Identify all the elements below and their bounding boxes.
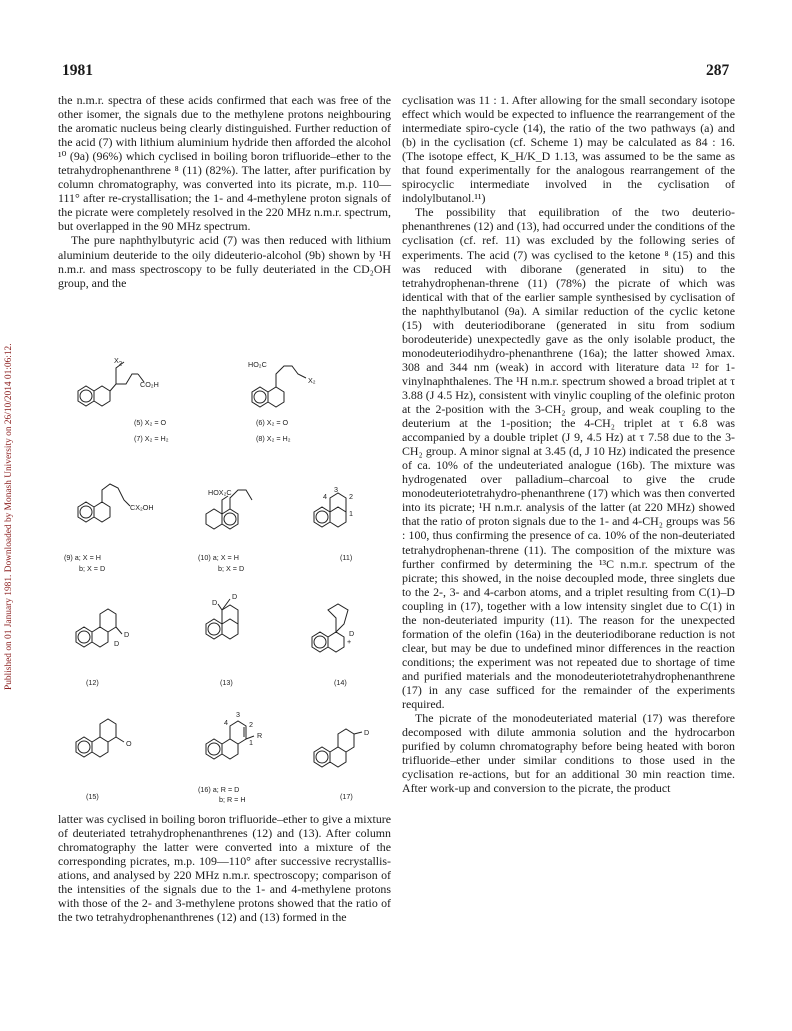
locant-3: 3 <box>236 710 240 719</box>
label-5: (5) X₂ = O <box>134 418 167 427</box>
structure-17 <box>314 729 362 767</box>
structure-15 <box>76 719 124 757</box>
structure-6-8 <box>252 366 306 407</box>
hox2c-label: HOX₂C <box>208 488 232 497</box>
deuterium-label: D <box>349 629 355 638</box>
locant-2: 2 <box>349 492 353 501</box>
oxygen-label: O <box>126 739 132 748</box>
label-11: (11) <box>340 553 353 562</box>
label-16: (16) a; R = D <box>198 785 240 794</box>
paragraph: the n.m.r. spectra of these acids confirmed that each was free of the other isomer, the signals due to the methylene protons neighbouring the aromatic nucleus being clearly distinguished. Further reduction of the acid (7) with lithium aluminium hydride then afforded the alcohol ¹⁰ (9a) (96%) which cyclised in boiling boron trifluoride–ether to the tetrahydrophenanthrene ⁸ (11) (82%). The latter, after purification by column chromatography, was converted into its picrate, m.p. 110—111° after re-crystallisation; the 1- and 4-methylene proton signals of the picrate were completely resolved in the 220 MHz n.m.r. spectrum, but overlapped in the 90 MHz spectrum. <box>58 93 391 234</box>
left-column-top <box>58 93 391 290</box>
label-7: (7) X₂ = H₂ <box>134 434 169 443</box>
r-label: R <box>257 731 263 740</box>
x2-label: $X_2$ <box>114 356 123 368</box>
deuterium-label: D <box>114 639 120 648</box>
label-10b: b; X = D <box>218 564 245 573</box>
paragraph: The picrate of the monodeuteriated material (17) was therefore decomposed with dilute ammonia solution and the hydrocarbon purified by column chromatography before being heated with boron trifluoride–ether under similar conditions to those used in the cyclisation re-actions, but for an additional 30 min reaction time. After work-up and conversion to the picrate, the product <box>402 711 735 796</box>
structure-5-7 <box>78 362 144 406</box>
locant-4: 4 <box>224 718 228 727</box>
label-14: (14) <box>334 678 347 687</box>
sidebar-text: Published on 01 January 1981. Downloaded by Monash University on 26/10/2014 01:06:12. <box>4 343 14 690</box>
label-6: (6) X₂ = O <box>256 418 289 427</box>
label-9b: b; X = D <box>79 564 106 573</box>
cx2oh-label: CX₂OH <box>130 503 154 512</box>
download-sidebar-watermark <box>2 170 16 690</box>
structure-14 <box>312 604 348 652</box>
label-10: (10) a; X = H <box>198 553 239 562</box>
locant-1: 1 <box>349 509 353 518</box>
locant-2: 2 <box>249 720 253 729</box>
right-column <box>402 93 735 795</box>
locant-1: 1 <box>249 738 253 747</box>
left-column-bottom <box>58 812 391 924</box>
structure-9 <box>78 484 130 522</box>
x2-label-6: X₂ <box>308 376 316 385</box>
deuterium-label: D <box>212 598 218 607</box>
plus-label: + <box>347 637 352 646</box>
structure-11 <box>314 493 346 527</box>
deuterium-label: D <box>124 630 130 639</box>
paragraph: cyclisation was 11 : 1. After allowing for the small secondary isotope effect which would be expected to influence the rearrangement of the intermediate spiro-cycle (14), the ratio of the two pathways (a) and (b) in the cyclisation (cf. Scheme 1) may be calculated as 84 : 16. (The isotope effect, K_H/K_D 1.13, was assumed to be the same as that found experimentally for the analogous rearrangement of the spirocyclic intermediate involved in the cyclisation of indolylbutanol.¹¹) <box>402 93 735 206</box>
label-16b: b; R = H <box>219 795 246 804</box>
structure-13 <box>206 599 238 639</box>
paragraph: The possibility that equilibration of the two deuterio-phenanthrenes (12) and (13), had occurred under the conditions of the cyclisation (cf. ref. 11) was excluded by the following series of experiments. The acid (7) was cyclised to the ketone ⁸ (15) and this was reduced with diborane (generated in situ) to the tetrahydrophenan-threne (11) (78%) the picrate of which was identical with that of the earlier sample synthesised by cyclisation of the naphthylbutanol (9a). A similar reduction of the cyclic ketone (15) with deuteriodiborane (generated in situ from sodium borodeuteride) unexpectedly gave as the only isolable product, the monodeuteriodihydro-phenanthrene (16a); the latter showed λmax. 308 and 344 nm (weak) in accord with literature data ¹² for 1-vinylnaphthalenes. The ¹H n.m.r. spectrum showed a broad triplet at τ 3.88 (J 4.5 Hz), consistent with vinylic coupling of the olefinic proton at the 2-position with the 3-CH₂ group, and weak coupling to the deuterium at the 1-position; the 4-CH₂ triplet at τ 6.8 was accompanied by a double triplet (J 9, 4.5 Hz) at τ 7.58 due to the 3-CH₂ group. A minor signal at 3.45 (d, J 10 Hz) indicated the presence of ca. 10% of the undeuteriated analogue (16b). The mixture was hydrogenated over palladium–charcoal to give the crude monodeuteriotetrahydro-phenanthrene (17) which was then converted into its picrate; ¹H n.m.r. analysis of the latter (at 220 MHz) showed that the ratio of proton signals due to the 1- and 4-CH₂ groups was 56 : 100, thus confirming the presence of ca. 10% of the non-deuteriated tetrahydrophenan-threne (11). The composition of the mixture was further confirmed by determining the ¹³C n.m.r. spectrum of the picrate; this showed, in the noise decoupled mode, three singlets due to the 2-, 3- and 4-carbon atoms, and a triplet resulting from C(1)–D coupling in (17), together with a low intensity singlet due to C(1) in the non-deuteriated impurity (11). The reason for the unexpected formation of the olefin (16a) in the deuteriodiborane reduction is not clear, but may be due to undefined minor differences in the reaction conditions; the experiment was not repeated due to shortage of time and purified materials and the monodeuteriotetrahydrophenanthrene (17) in any case sufficed for the remainder of the experiments required. <box>402 205 735 712</box>
label-9: (9) a; X = H <box>64 553 101 562</box>
header-year: 1981 <box>62 62 93 79</box>
label-12: (12) <box>86 678 99 687</box>
structures-figure <box>58 352 391 802</box>
paragraph: latter was cyclised in boiling boron trifluoride–ether to give a mixture of deuteriated tetrahydrophenanthrenes (12) and (13). After column chromatography the latter were converted into a mixture of the corresponding picrates, m.p. 109—110° after successive recrystallis-ations, and analysed by 220 MHz n.m.r. spectroscopy; comparison of the intensities of the signals due to the 1- and 4-methylene protons with those of the 2- and 3-methylene protons showed that the ratio of the two tetrahydrophenanthrenes (12) and (13) formed in the <box>58 812 391 925</box>
locant-4: 4 <box>323 492 327 501</box>
deuterium-label: D <box>364 728 370 737</box>
structure-16 <box>206 721 254 759</box>
co2h-label: CO₂H <box>140 380 159 389</box>
label-17: (17) <box>340 792 353 801</box>
chemical-structures <box>58 352 391 802</box>
ho2c-label: HO₂C <box>248 360 267 369</box>
deuterium-label: D <box>232 592 238 601</box>
label-8: (8) X₂ = H₂ <box>256 434 291 443</box>
header-page-number: 287 <box>706 62 730 79</box>
label-15: (15) <box>86 792 99 801</box>
paragraph: The pure naphthylbutyric acid (7) was then reduced with lithium aluminium deuteride to the oily dideuterio-alcohol (9b) shown by ¹H n.m.r. and mass spectroscopy to be fully deuteriated in the CD₂OH group, and the <box>58 233 391 290</box>
locant-3: 3 <box>334 485 338 494</box>
label-13: (13) <box>220 678 233 687</box>
